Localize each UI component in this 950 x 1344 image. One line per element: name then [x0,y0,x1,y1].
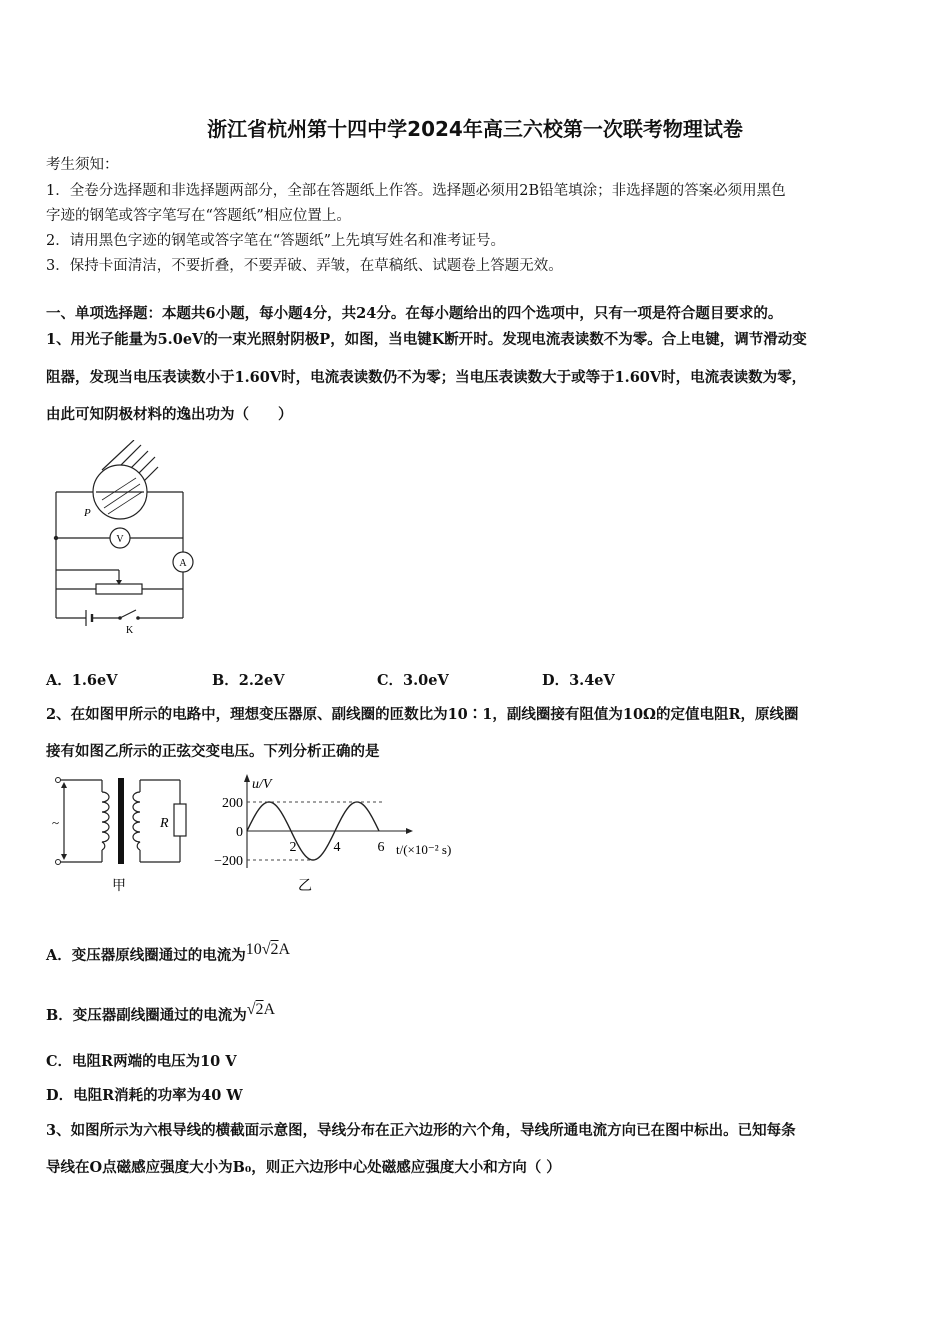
notice-line-4: 3．保持卡面清洁，不要折叠，不要弄破、弄皱，在草稿纸、试题卷上答题无效。 [46,258,563,274]
q2-option-b [46,1001,275,1025]
q1-line-2: 阻器，发现当电压表读数小于1.60V时，电流表读数仍不为零；当电压表读数大于或等于1.60V时，电流表读数为零， [46,369,807,386]
q2-option-a [46,941,290,965]
q1-option-b: B．2.2eV [212,672,285,689]
q2-option-a-text: A．变压器原线圈通过的电流为 [46,947,246,964]
switch-label: K [126,625,134,636]
caption-yi: 乙 [298,879,312,894]
voltmeter-label: V [116,534,124,545]
q1-option-c: C．3.0eV [377,672,449,689]
a-radicand: 2 [270,941,279,958]
q2-option-b-text: B．变压器副线圈通过的电流为 [46,1007,247,1024]
notice-line-1: 1．全卷分选择题和非选择题两部分，全部在答题纸上作答。选择题必须用2B铅笔填涂；非选择题的答案必须用黑色 [46,183,786,199]
x-tick-6: 6 [377,840,385,855]
b-unit: A [263,1001,276,1018]
notice-line-3: 2．请用黑色字迹的钢笔或答字笔在“答题纸”上先填写姓名和准考证号。 [46,233,506,249]
a-coef: 10 [245,941,262,958]
q1-option-a: A．1.6eV [46,672,118,689]
q2-option-a-math: 10√2A [245,941,291,958]
y-tick-max: 200 [222,796,243,811]
q1-line-1: 1、用光子能量为5.0eV的一束光照射阴极P，如图，当电键K断开时。发现电流表读数不为零。合上电键，调节滑动变 [46,331,807,348]
q2-option-d: D．电阻R消耗的功率为40 W [46,1087,243,1104]
b-radicand: 2 [255,1001,264,1018]
q3-line-1: 3、如图所示为六根导线的横截面示意图，导线分布在正六边形的六个角，导线所通电流方向已在图中标出。已知每条 [46,1122,796,1139]
q3-line-2: 导线在O点磁感应强度大小为B₀，则正六边形中心处磁感应强度大小和方向（ ） [46,1159,561,1176]
q1-line-3: 由此可知阴极材料的逸出功为（ ） [46,406,293,423]
q2-option-c: C．电阻R两端的电压为10 V [46,1053,237,1070]
y-axis-label: u/V [252,777,272,792]
a-unit: A [278,941,291,958]
caption-jia: 甲 [112,879,126,894]
ac-source-symbol: ~ [52,815,60,830]
q1-option-d: D．3.4eV [542,672,615,689]
notice-line-2: 字迹的钢笔或答字笔写在“答题纸”相应位置上。 [46,208,351,224]
ammeter-label: A [179,558,187,569]
notice-heading: 考生须知： [46,157,119,173]
q1-circuit-figure [46,440,196,640]
x-tick-2: 2 [289,840,297,855]
transformer-figure [46,772,196,897]
label-p: P [84,507,91,519]
q2-line-1: 2、在如图甲所示的电路中，理想变压器原、副线圈的匝数比为10∶1，副线圈接有阻值为10Ω的定值电阻R，原线圈 [46,706,799,723]
x-axis-label: t/(×10⁻² s) [396,842,452,857]
resistor-label: R [160,816,169,831]
x-tick-4: 4 [333,840,341,855]
q2-line-2: 接有如图乙所示的正弦交变电压。下列分析正确的是 [46,743,380,760]
y-tick-zero: 0 [236,825,243,840]
page-title: 浙江省杭州第十四中学2024年高三六校第一次联考物理试卷 [207,117,743,141]
section-heading: 一、单项选择题：本题共6小题，每小题4分，共24分。在每小题给出的四个选项中，只有一项是符合题目要求的。 [46,305,783,322]
voltage-time-chart [210,772,470,897]
y-tick-min: −200 [214,854,243,869]
q2-option-b-math: √2A [246,1001,276,1018]
